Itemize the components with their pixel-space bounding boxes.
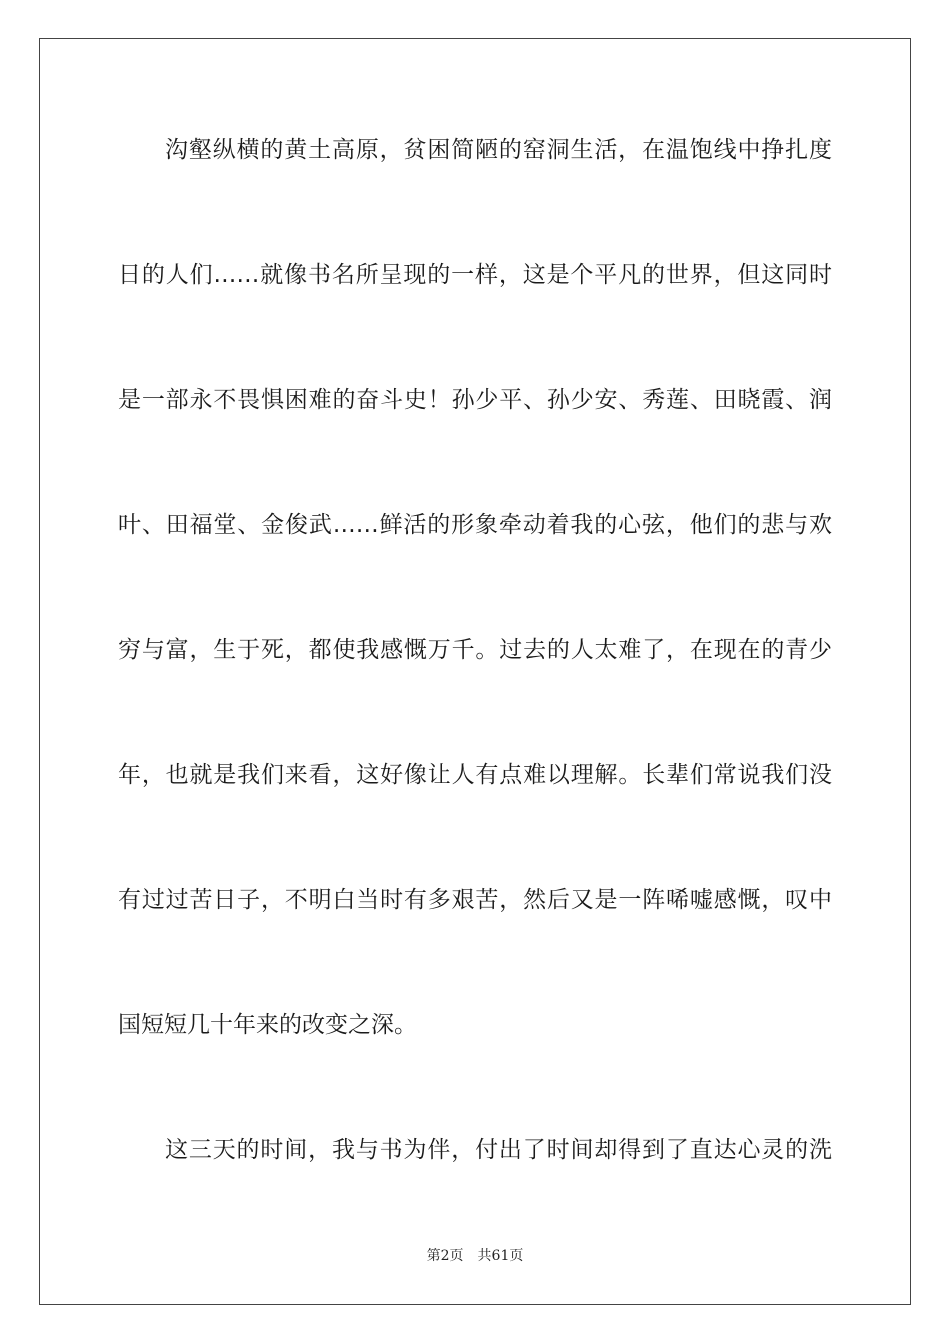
paragraph-line: 是一部永不畏惧困难的奋斗史！孙少平、孙少安、秀莲、田晓霞、润	[118, 387, 832, 413]
paragraph-line: 有过过苦日子，不明白当时有多艰苦，然后又是一阵唏嘘感慨，叹中	[118, 887, 832, 913]
page-frame	[39, 38, 911, 1305]
total-pages: 共61页	[477, 1248, 524, 1264]
page-footer	[0, 1245, 950, 1265]
paragraph-line: 日的人们……就像书名所呈现的一样，这是个平凡的世界，但这同时	[118, 262, 832, 288]
paragraph-line: 年，也就是我们来看，这好像让人有点难以理解。长辈们常说我们没	[118, 762, 832, 788]
paragraph-line: 穷与富，生于死，都使我感慨万千。过去的人太难了，在现在的青少	[118, 637, 832, 663]
paragraph-line: 叶、田福堂、金俊武……鲜活的形象牵动着我的心弦，他们的悲与欢	[118, 512, 832, 538]
paragraph-line: 沟壑纵横的黄土高原，贫困简陋的窑洞生活，在温饱线中挣扎度	[165, 137, 832, 163]
paragraph-line: 国短短几十年来的改变之深。	[118, 1012, 417, 1038]
page-number: 第2页	[426, 1248, 464, 1264]
paragraph-line: 这三天的时间，我与书为伴，付出了时间却得到了直达心灵的洗	[165, 1137, 832, 1163]
